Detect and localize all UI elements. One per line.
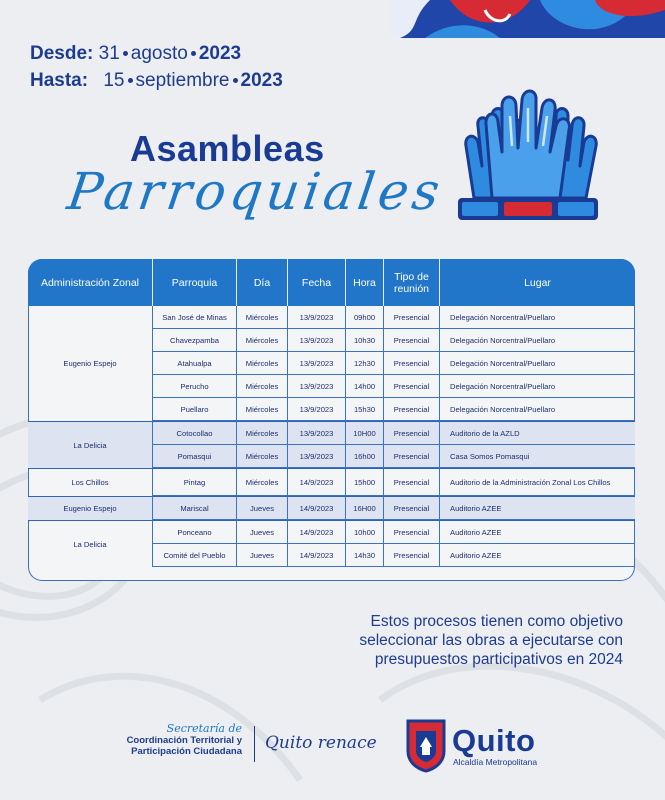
- cell-fecha: 13/9/2023: [288, 329, 346, 352]
- header-lugar: Lugar: [440, 259, 635, 306]
- cell-dia: Miércoles: [237, 445, 288, 468]
- cell-tipo: Presencial: [384, 352, 440, 375]
- cell-tipo: Presencial: [384, 468, 440, 496]
- cell-fecha: 13/9/2023: [288, 445, 346, 468]
- from-day: 31: [98, 43, 120, 64]
- header-parroquia: Parroquia: [153, 259, 237, 306]
- header-hora: Hora: [346, 259, 384, 306]
- from-label: Desde:: [30, 43, 94, 64]
- cell-fecha: 14/9/2023: [288, 496, 346, 520]
- cell-dia: Jueves: [237, 544, 288, 567]
- alcaldia-label: Alcaldía Metropolitana: [453, 757, 538, 767]
- cell-parroquia: Perucho: [153, 375, 237, 398]
- cell-parroquia: Mariscal: [153, 496, 237, 520]
- cell-hora: 15h30: [346, 398, 384, 421]
- cell-parroquia: Pomasqui: [153, 445, 237, 468]
- title-line-2: Parroquiales: [63, 163, 447, 222]
- cell-lugar: Auditorio de la AZLD: [440, 421, 635, 445]
- cell-parroquia: Ponceano: [153, 520, 237, 544]
- cell-lugar: Auditorio de la Administración Zonal Los Chillos: [440, 468, 635, 496]
- date-from: [30, 40, 283, 67]
- cell-tipo: Presencial: [384, 445, 440, 468]
- title-line-1: Asambleas: [130, 128, 325, 169]
- date-to: [30, 67, 283, 94]
- from-year: 2023: [198, 43, 242, 64]
- cell-tipo: Presencial: [384, 496, 440, 520]
- cell-dia: Miércoles: [237, 398, 288, 421]
- cell-lugar: Delegación Norcentral/Puellaro: [440, 306, 635, 329]
- date-range: [30, 40, 283, 94]
- cell-hora: 14h30: [346, 544, 384, 567]
- cell-parroquia: San José de Minas: [153, 306, 237, 329]
- cell-hora: 10h00: [346, 520, 384, 544]
- cell-dia: Miércoles: [237, 352, 288, 375]
- cell-lugar: Delegación Norcentral/Puellaro: [440, 375, 635, 398]
- quito-shield-icon: [404, 717, 448, 773]
- table-row: [28, 496, 635, 520]
- to-year: 2023: [240, 70, 283, 91]
- cell-tipo: Presencial: [384, 544, 440, 567]
- cell-lugar: Delegación Norcentral/Puellaro: [440, 352, 635, 375]
- cell-hora: 14h00: [346, 375, 384, 398]
- raised-hands-icon: [452, 86, 604, 226]
- assemblies-table: [28, 259, 635, 581]
- cell-dia: Miércoles: [237, 421, 288, 445]
- slogan: Quito renace: [265, 733, 377, 753]
- cell-tipo: Presencial: [384, 398, 440, 421]
- cell-dia: Miércoles: [237, 375, 288, 398]
- cell-tipo: Presencial: [384, 329, 440, 352]
- table-row: [28, 468, 635, 496]
- footer-divider: [254, 726, 255, 762]
- cell-parroquia: Pintag: [153, 468, 237, 496]
- secretaria-script: Secretaría de: [166, 722, 242, 735]
- header-fecha: Fecha: [288, 259, 346, 306]
- table-row: [28, 520, 635, 544]
- cell-parroquia: Chavezpamba: [153, 329, 237, 352]
- secretaria-logo: [110, 722, 242, 757]
- cell-admin-zonal: Eugenio Espejo: [28, 306, 153, 421]
- cell-admin-zonal: La Delicia: [28, 520, 153, 567]
- to-month: septiembre: [135, 70, 230, 91]
- cell-tipo: Presencial: [384, 520, 440, 544]
- cell-fecha: 13/9/2023: [288, 306, 346, 329]
- cell-tipo: Presencial: [384, 375, 440, 398]
- cell-dia: Miércoles: [237, 329, 288, 352]
- cell-dia: Miércoles: [237, 468, 288, 496]
- table-row: [28, 306, 635, 329]
- cell-hora: 10h30: [346, 329, 384, 352]
- cell-fecha: 14/9/2023: [288, 468, 346, 496]
- cell-fecha: 14/9/2023: [288, 544, 346, 567]
- cell-parroquia: Atahualpa: [153, 352, 237, 375]
- cell-dia: Jueves: [237, 520, 288, 544]
- cell-hora: 16H00: [346, 496, 384, 520]
- cell-fecha: 13/9/2023: [288, 398, 346, 421]
- cell-admin-zonal: Eugenio Espejo: [28, 496, 153, 520]
- secretaria-name: Coordinación Territorial y Participación Ciudadana: [126, 735, 242, 757]
- cell-parroquia: Puellaro: [153, 398, 237, 421]
- cell-hora: 12h30: [346, 352, 384, 375]
- cell-fecha: 14/9/2023: [288, 520, 346, 544]
- table-row: [28, 421, 635, 445]
- cell-lugar: Casa Somos Pomasqui: [440, 445, 635, 468]
- from-month: agosto: [130, 43, 188, 64]
- cell-lugar: Delegación Norcentral/Puellaro: [440, 329, 635, 352]
- cell-tipo: Presencial: [384, 306, 440, 329]
- cell-lugar: Delegación Norcentral/Puellaro: [440, 398, 635, 421]
- cell-hora: 09h00: [346, 306, 384, 329]
- cell-fecha: 13/9/2023: [288, 375, 346, 398]
- cell-admin-zonal: La Delicia: [28, 421, 153, 468]
- objective-text: Estos procesos tienen como objetivo seleccionar las obras a ejecutarse con presupuestos participativos en 2024: [359, 613, 623, 668]
- header-tipo: Tipo de reunión: [384, 259, 440, 306]
- cell-dia: Jueves: [237, 496, 288, 520]
- cell-fecha: 13/9/2023: [288, 421, 346, 445]
- to-label: Hasta:: [30, 70, 89, 91]
- cell-admin-zonal: Los Chillos: [28, 468, 153, 496]
- cell-lugar: Auditorio AZEE: [440, 496, 635, 520]
- quito-brand: Quito: [452, 723, 536, 758]
- cell-hora: 15h00: [346, 468, 384, 496]
- to-day: 15: [103, 70, 125, 91]
- cell-tipo: Presencial: [384, 421, 440, 445]
- cell-parroquia: Comité del Pueblo: [153, 544, 237, 567]
- cell-lugar: Auditorio AZEE: [440, 520, 635, 544]
- cell-hora: 10H00: [346, 421, 384, 445]
- cell-lugar: Auditorio AZEE: [440, 544, 635, 567]
- cell-dia: Miércoles: [237, 306, 288, 329]
- header-dia: Día: [237, 259, 288, 306]
- table-header-row: [28, 259, 635, 306]
- cell-hora: 16h00: [346, 445, 384, 468]
- top-decoration: [390, 0, 665, 38]
- header-admin: Administración Zonal: [28, 259, 153, 306]
- cell-parroquia: Cotocollao: [153, 421, 237, 445]
- cell-fecha: 13/9/2023: [288, 352, 346, 375]
